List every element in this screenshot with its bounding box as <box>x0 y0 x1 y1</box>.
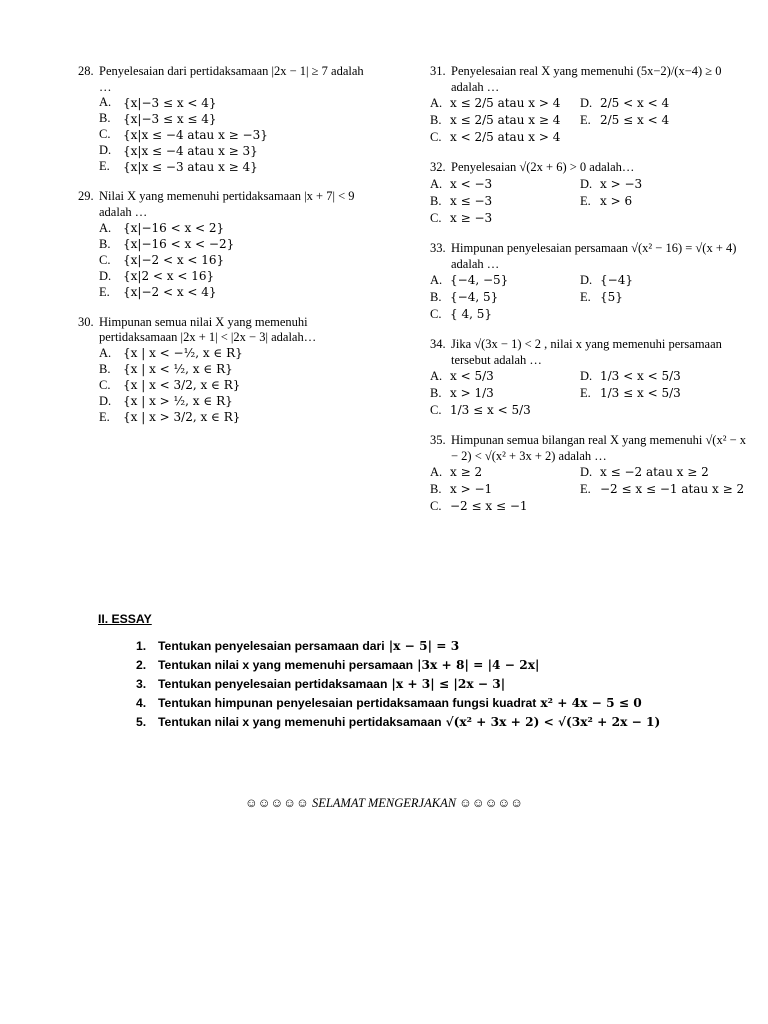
option-label: A. <box>430 95 443 110</box>
question-head <box>78 189 378 220</box>
question-head <box>430 160 750 176</box>
option-item <box>430 273 580 289</box>
option-text: {x|−2 < x < 16} <box>123 253 225 267</box>
option-label: D. <box>99 393 112 408</box>
option-label: E. <box>99 409 110 424</box>
question-number: 32. <box>430 160 446 175</box>
option-label: C. <box>430 499 442 514</box>
essay-item <box>136 637 718 656</box>
option-label: C. <box>99 377 111 392</box>
option-text: x ≥ 2 <box>450 465 483 480</box>
option-label: E. <box>99 284 110 299</box>
option-row <box>430 402 750 419</box>
option-item <box>99 127 378 143</box>
question-number: 34. <box>430 337 446 352</box>
essay-number: 4. <box>136 696 147 711</box>
option-item <box>99 159 378 175</box>
essay-text: Tentukan penyelesaian pertidaksamaan <box>158 677 388 692</box>
essay-math: |x + 3| ≤ |2x − 3| <box>391 677 506 692</box>
question-34 <box>430 337 750 419</box>
question-28 <box>78 64 378 175</box>
option-row <box>430 210 750 227</box>
options-list <box>99 95 378 175</box>
option-row <box>430 385 750 402</box>
option-text: {−4, 5} <box>450 289 499 304</box>
option-row <box>430 482 750 499</box>
option-label: E. <box>99 159 110 174</box>
question-head <box>78 315 378 346</box>
essay-math: |3x + 8| = |4 − 2x| <box>417 658 540 673</box>
option-text: 1/3 ≤ x < 5/3 <box>600 386 681 401</box>
essay-math: |x − 5| = 3 <box>388 639 460 654</box>
option-text: {x | x < −½, x ∈ R} <box>123 346 243 361</box>
option-item <box>430 113 580 129</box>
essay-number: 2. <box>136 658 147 673</box>
option-item <box>99 95 378 111</box>
question-31 <box>430 64 750 146</box>
question-text: Himpunan semua bilangan real X yang memenuhi √(x² − x − 2) < √(x² + 3x + 2) adalah … <box>451 433 747 463</box>
question-text: Penyelesaian real X yang memenuhi (5x−2)/(x−4) ≥ 0 adalah … <box>451 64 722 94</box>
option-text: {x|−16 < x < 2} <box>123 221 225 235</box>
question-number: 35. <box>430 433 446 448</box>
option-label: C. <box>430 129 442 144</box>
option-item <box>580 177 642 193</box>
option-text: x ≥ −3 <box>450 210 493 225</box>
option-label: E. <box>580 386 591 401</box>
option-text: x > 6 <box>600 193 633 208</box>
option-item <box>99 285 378 301</box>
option-label: B. <box>99 361 111 376</box>
option-item <box>430 290 580 306</box>
question-30 <box>78 315 378 426</box>
question-number: 28. <box>78 64 94 78</box>
option-text: {x|x ≤ −4 atau x ≥ −3} <box>123 127 268 142</box>
option-row <box>430 129 750 146</box>
option-label: A. <box>430 369 443 384</box>
option-item <box>580 194 632 210</box>
option-label: E. <box>580 193 591 208</box>
options-list <box>99 346 378 426</box>
option-text: x ≤ 2/5 atau x ≥ 4 <box>450 112 561 127</box>
option-item <box>580 369 681 385</box>
option-text: {x | x > 3/2, x ∈ R} <box>123 410 241 425</box>
question-number: 33. <box>430 240 446 255</box>
option-text: x > −3 <box>600 176 643 191</box>
option-item <box>580 482 744 498</box>
option-item <box>99 269 378 285</box>
option-label: A. <box>430 465 443 480</box>
option-item <box>99 410 378 426</box>
option-text: {5} <box>600 289 623 304</box>
option-text: x > −1 <box>450 482 493 497</box>
essay-item <box>136 656 718 675</box>
option-item <box>430 194 580 210</box>
option-item <box>99 394 378 410</box>
option-text: 2/5 ≤ x < 4 <box>600 112 670 127</box>
option-item <box>430 177 580 193</box>
options-grid <box>430 368 750 419</box>
essay-section <box>98 612 718 732</box>
essay-math: √(x² + 3x + 2) < √(3x² + 2x − 1) <box>445 715 661 730</box>
option-text: {x|−16 < x < −2} <box>123 237 235 251</box>
essay-list <box>136 637 718 732</box>
option-item <box>580 96 669 112</box>
option-text: x ≤ −2 atau x ≥ 2 <box>600 465 709 480</box>
option-label: E. <box>580 112 591 127</box>
option-item <box>430 369 580 385</box>
option-label: B. <box>99 111 111 126</box>
option-label: D. <box>580 95 593 110</box>
options-list <box>99 221 378 301</box>
option-text: x < 5/3 <box>450 369 494 384</box>
options-grid <box>430 272 750 323</box>
question-32 <box>430 160 750 227</box>
option-text: {x|−3 ≤ x ≤ 4} <box>123 111 217 126</box>
option-text: 2/5 < x < 4 <box>600 95 670 110</box>
option-text: {x|−3 ≤ x < 4} <box>123 95 217 110</box>
option-label: D. <box>580 272 593 287</box>
option-label: B. <box>430 112 442 127</box>
essay-text: Tentukan nilai x yang memenuhi pertidaksamaan <box>158 715 442 730</box>
option-text: −2 ≤ x ≤ −1 atau x ≥ 2 <box>600 482 745 497</box>
option-text: {x | x > ½, x ∈ R} <box>123 394 233 409</box>
option-text: {x|x ≤ −4 atau x ≥ 3} <box>123 143 258 158</box>
option-row <box>430 289 750 306</box>
option-item <box>430 96 580 112</box>
option-label: A. <box>430 272 443 287</box>
option-text: {x | x < ½, x ∈ R} <box>123 362 233 377</box>
option-item <box>430 482 580 498</box>
option-text: {x | x < 3/2, x ∈ R} <box>123 378 241 393</box>
option-item <box>430 307 580 323</box>
option-item <box>580 290 623 306</box>
question-number: 31. <box>430 64 446 78</box>
option-text: 1/3 ≤ x < 5/3 <box>450 403 531 418</box>
essay-text: Tentukan penyelesaian persamaan dari <box>158 639 385 654</box>
option-item <box>99 253 378 269</box>
essay-item <box>136 694 718 713</box>
option-row <box>430 112 750 129</box>
question-33 <box>430 241 750 323</box>
essay-text: Tentukan nilai x yang memenuhi persamaan <box>158 658 414 673</box>
option-item <box>99 143 378 159</box>
question-text: Himpunan semua nilai X yang memenuhi pertidaksamaan |2x + 1| < |2x − 3| adalah… <box>99 314 317 345</box>
question-head <box>430 64 750 95</box>
option-row <box>430 465 750 482</box>
option-text: {x|−2 < x < 4} <box>123 285 217 299</box>
essay-title: II. ESSAY <box>98 612 152 626</box>
option-label: A. <box>99 95 112 110</box>
essay-item <box>136 713 718 732</box>
option-row <box>430 95 750 112</box>
essay-number: 1. <box>136 639 147 654</box>
option-row <box>430 193 750 210</box>
option-label: B. <box>99 236 111 251</box>
question-35 <box>430 433 750 515</box>
option-item <box>580 273 633 289</box>
option-text: {x|2 < x < 16} <box>123 269 215 283</box>
option-text: { 4, 5} <box>450 306 492 321</box>
option-row <box>430 176 750 193</box>
option-label: D. <box>99 143 112 158</box>
option-item <box>430 211 580 227</box>
option-item <box>430 130 580 146</box>
question-number: 29. <box>78 189 94 204</box>
option-item <box>580 465 709 481</box>
option-label: B. <box>430 482 442 497</box>
question-text: Nilai X yang memenuhi pertidaksamaan |x + 7| < 9 adalah … <box>99 189 355 219</box>
question-head <box>430 241 750 272</box>
option-label: C. <box>99 252 111 267</box>
question-head <box>430 337 750 368</box>
option-item <box>430 403 580 419</box>
option-label: A. <box>99 345 112 360</box>
option-row <box>430 499 750 516</box>
options-grid <box>430 176 750 227</box>
option-label: C. <box>430 403 442 418</box>
left-column <box>78 64 378 440</box>
essay-math: x² + 4x − 5 ≤ 0 <box>540 696 642 711</box>
options-grid <box>430 465 750 516</box>
option-item <box>430 386 580 402</box>
option-row <box>430 272 750 289</box>
question-text: Penyelesaian dari pertidaksamaan |2x − 1| ≥ 7 adalah … <box>99 64 364 94</box>
option-text: −2 ≤ x ≤ −1 <box>450 499 528 514</box>
option-label: B. <box>430 386 442 401</box>
essay-item <box>136 675 718 694</box>
option-item <box>580 386 681 402</box>
option-text: {x|x ≤ −3 atau x ≥ 4} <box>123 159 258 174</box>
option-label: C. <box>430 306 442 321</box>
option-text: x < 2/5 atau x > 4 <box>450 129 561 144</box>
option-item <box>99 378 378 394</box>
option-label: D. <box>580 369 593 384</box>
right-column <box>430 64 750 530</box>
option-item <box>99 221 378 237</box>
essay-number: 3. <box>136 677 147 692</box>
option-item <box>580 113 669 129</box>
option-text: x < −3 <box>450 176 493 191</box>
essay-number: 5. <box>136 715 147 730</box>
option-item <box>430 465 580 481</box>
option-label: E. <box>580 289 591 304</box>
option-label: C. <box>430 210 442 225</box>
option-text: x > 1/3 <box>450 386 494 401</box>
option-row <box>430 368 750 385</box>
options-grid <box>430 95 750 146</box>
option-text: {−4, −5} <box>450 272 509 287</box>
option-item <box>99 346 378 362</box>
option-item <box>99 362 378 378</box>
question-number: 30. <box>78 314 94 329</box>
footer-text: ☺☺☺☺☺ SELAMAT MENGERJAKAN ☺☺☺☺☺ <box>245 796 523 810</box>
option-label: D. <box>580 465 593 480</box>
option-label: D. <box>580 176 593 191</box>
option-label: B. <box>430 289 442 304</box>
option-text: x ≤ 2/5 atau x > 4 <box>450 95 561 110</box>
option-item <box>99 237 378 253</box>
option-label: B. <box>430 193 442 208</box>
question-text: Himpunan penyelesaian persamaan √(x² − 16) = √(x + 4) adalah … <box>451 240 737 271</box>
option-item <box>99 111 378 127</box>
question-text: Jika √(3x − 1) < 2 , nilai x yang memenuhi persamaan tersebut adalah … <box>451 337 722 367</box>
option-label: C. <box>99 127 111 142</box>
option-label: D. <box>99 268 112 283</box>
question-head <box>78 64 378 95</box>
essay-text: Tentukan himpunan penyelesaian pertidaksamaan fungsi kuadrat <box>158 696 537 711</box>
option-text: 1/3 < x < 5/3 <box>600 369 681 384</box>
option-text: x ≤ −3 <box>450 193 493 208</box>
question-text: Penyelesaian √(2x + 6) > 0 adalah… <box>451 160 635 175</box>
option-label: A. <box>99 220 112 235</box>
question-head <box>430 433 750 464</box>
question-29 <box>78 189 378 300</box>
option-text: {−4} <box>600 272 633 287</box>
option-label: E. <box>580 482 591 497</box>
option-row <box>430 306 750 323</box>
option-item <box>430 499 580 515</box>
option-label: A. <box>430 176 443 191</box>
